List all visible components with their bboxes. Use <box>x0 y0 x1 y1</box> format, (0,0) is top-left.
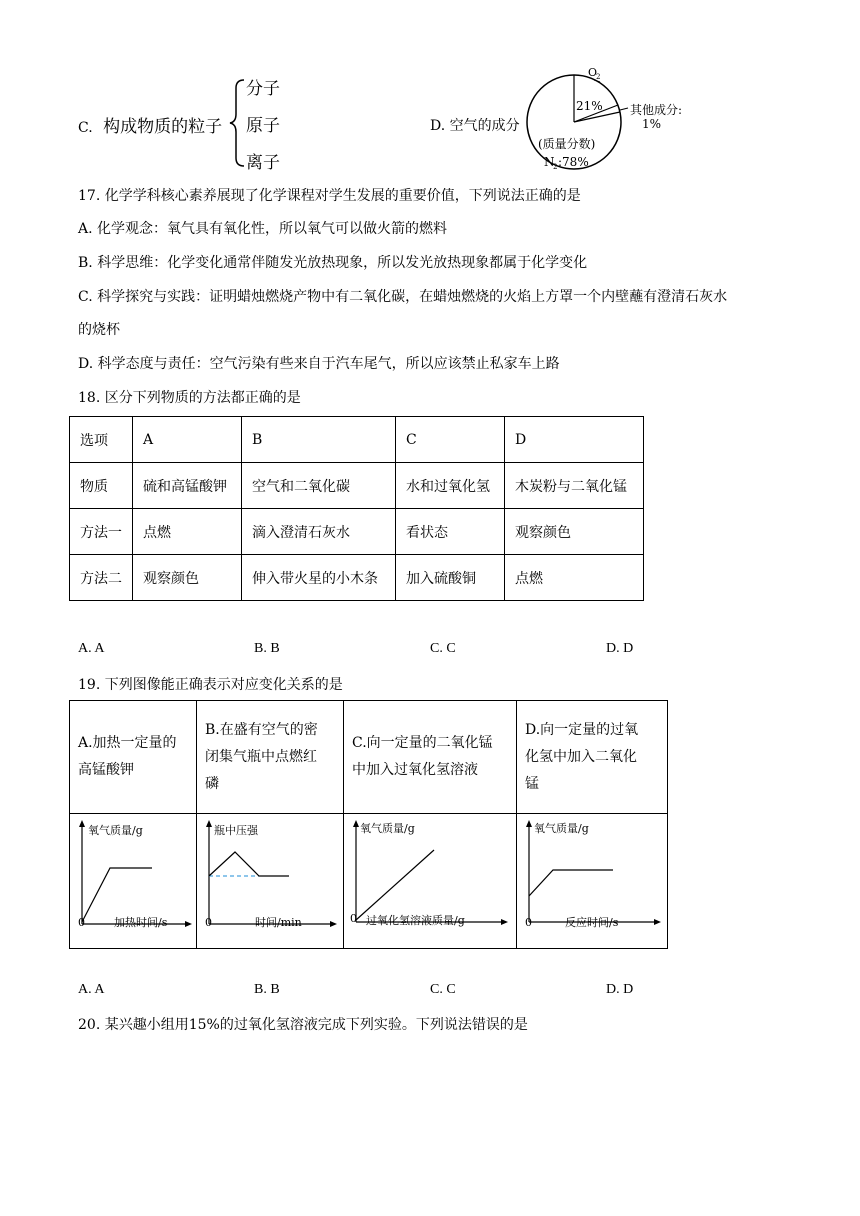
q17-stem: 17. 化学学科核心素养展现了化学课程对学生发展的重要价值，下列说法正确的是 <box>78 188 581 204</box>
graph-a-ylabel: 氧气质量/g <box>88 824 143 837</box>
q16-brace <box>228 78 248 168</box>
q19-table <box>69 700 668 949</box>
graph-a-xlabel: 加热时间/s <box>114 916 168 929</box>
q19-option-c: C. C <box>430 982 456 997</box>
q16-c-label: 构成物质的粒子 <box>103 117 223 137</box>
q17-option-b: B. 科学思维：化学变化通常伴随发光放热现象，所以发光放热现象都属于化学变化 <box>78 255 588 271</box>
table-cell: 滴入澄清石灰水 <box>242 509 396 555</box>
table-row <box>70 814 668 949</box>
graph-d-origin: 0 <box>525 916 532 929</box>
table-cell: 物质 <box>70 463 133 509</box>
q17-option-c-line1: C. 科学探究与实践：证明蜡烛燃烧产物中有二氧化碳，在蜡烛燃烧的火焰上方罩一个内壁蘸有澄清石灰水 <box>78 289 728 305</box>
q19-graph-cell-a <box>70 814 197 949</box>
q19-header-c <box>344 701 517 814</box>
table-cell: B <box>242 417 396 463</box>
q19-header-b-line1: B.在盛有空气的密 <box>205 721 318 738</box>
graph-c-ylabel: 氧气质量/g <box>360 822 415 835</box>
graph-d-xlabel: 反应时间/s <box>565 916 619 929</box>
table-row <box>70 555 644 601</box>
q19-graph-cell-c <box>344 814 517 949</box>
table-cell: 点燃 <box>505 555 644 601</box>
q16-option-c <box>78 112 222 137</box>
table-cell: 方法一 <box>70 509 133 555</box>
pie-other-label: 其他成分: <box>630 103 683 117</box>
q16-c-prefix: C. <box>78 120 93 136</box>
pie-n2-label: N <box>544 155 555 169</box>
q16-c-item-1: 分子 <box>246 79 280 99</box>
q19-header-b <box>197 701 344 814</box>
graph-d <box>517 814 667 938</box>
pie-note: (质量分数) <box>538 137 596 151</box>
q20-stem: 20. 某兴趣小组用15%的过氧化氢溶液完成下列实验。下列说法错误的是 <box>78 1017 528 1033</box>
q19-header-d-line3: 锰 <box>525 775 539 792</box>
q17-option-d: D. 科学态度与责任：空气污染有些来自于汽车尾气，所以应该禁止私家车上路 <box>78 356 560 372</box>
q19-header-c-line1: C.向一定量的二氧化锰 <box>352 735 493 751</box>
table-cell: 空气和二氧化碳 <box>242 463 396 509</box>
pie-n2-sub: 2 <box>553 163 558 171</box>
q18-table <box>69 416 644 601</box>
pie-n2-pct: :78% <box>558 155 589 169</box>
graph-c-xlabel: 过氧化氢溶液质量/g <box>366 914 465 927</box>
q19-header-a-line2: 高锰酸钾 <box>78 762 134 778</box>
table-cell: 看状态 <box>396 509 505 555</box>
air-composition-pie <box>526 62 706 182</box>
graph-b-ylabel: 瓶中压强 <box>214 824 258 837</box>
q19-header-b-line2: 闭集气瓶中点燃红 <box>205 748 317 765</box>
q19-graph-cell-b <box>197 814 344 949</box>
q19-header-b-line3: 磷 <box>205 775 219 792</box>
pie-o2-pct: 21% <box>576 99 603 113</box>
q19-option-a: A. A <box>78 982 105 997</box>
graph-a <box>70 814 196 938</box>
graph-c-origin: 0 <box>350 912 357 925</box>
q19-option-d: D. D <box>606 982 634 997</box>
table-cell: 伸入带火星的小木条 <box>242 555 396 601</box>
graph-a-origin: 0 <box>78 916 85 929</box>
graph-b <box>197 814 343 938</box>
q18-option-d: D. D <box>606 641 634 656</box>
graph-d-ylabel: 氧气质量/g <box>534 822 589 835</box>
table-row <box>70 509 644 555</box>
graph-b-origin: 0 <box>205 916 212 929</box>
q19-header-a <box>70 701 197 814</box>
pie-other-pct: 1% <box>642 117 662 131</box>
pie-o2-label: O <box>588 66 598 79</box>
graph-c <box>344 814 516 938</box>
q18-option-c: C. C <box>430 641 456 656</box>
table-cell: 观察颜色 <box>505 509 644 555</box>
table-row <box>70 701 668 814</box>
q17-option-a: A. 化学观念：氧气具有氧化性，所以氧气可以做火箭的燃料 <box>78 221 448 237</box>
q19-header-a-line1: A.加热一定量的 <box>78 735 177 751</box>
table-cell: C <box>396 417 505 463</box>
table-row <box>70 463 644 509</box>
q19-stem: 19. 下列图像能正确表示对应变化关系的是 <box>78 677 343 693</box>
q19-graph-cell-d <box>517 814 668 949</box>
q16-c-item-2: 原子 <box>246 116 280 136</box>
pie-o2-sub: 2 <box>596 73 601 81</box>
table-cell: 观察颜色 <box>133 555 242 601</box>
q18-option-a: A. A <box>78 641 105 656</box>
graph-b-xlabel: 时间/min <box>255 916 302 929</box>
q18-stem: 18. 区分下列物质的方法都正确的是 <box>78 390 301 406</box>
table-cell: 方法二 <box>70 555 133 601</box>
table-row <box>70 417 644 463</box>
q16-d-label: D. 空气的成分 <box>430 118 520 134</box>
table-cell: 选项 <box>70 417 133 463</box>
q18-option-b: B. B <box>254 641 280 656</box>
table-cell: 加入硫酸铜 <box>396 555 505 601</box>
table-cell: 木炭粉与二氧化锰 <box>505 463 644 509</box>
table-cell: 点燃 <box>133 509 242 555</box>
table-cell: D <box>505 417 644 463</box>
q19-option-b: B. B <box>254 982 280 997</box>
table-cell: 水和过氧化氢 <box>396 463 505 509</box>
q19-header-d-line1: D.向一定量的过氧 <box>525 721 639 738</box>
table-cell: A <box>133 417 242 463</box>
q19-header-d-line2: 化氢中加入二氧化 <box>525 748 637 765</box>
q16-c-item-3: 离子 <box>246 153 280 173</box>
q19-header-c-line2: 中加入过氧化氢溶液 <box>352 762 478 778</box>
q19-header-d <box>517 701 668 814</box>
table-cell: 硫和高锰酸钾 <box>133 463 242 509</box>
q17-option-c-line2: 的烧杯 <box>78 322 120 338</box>
